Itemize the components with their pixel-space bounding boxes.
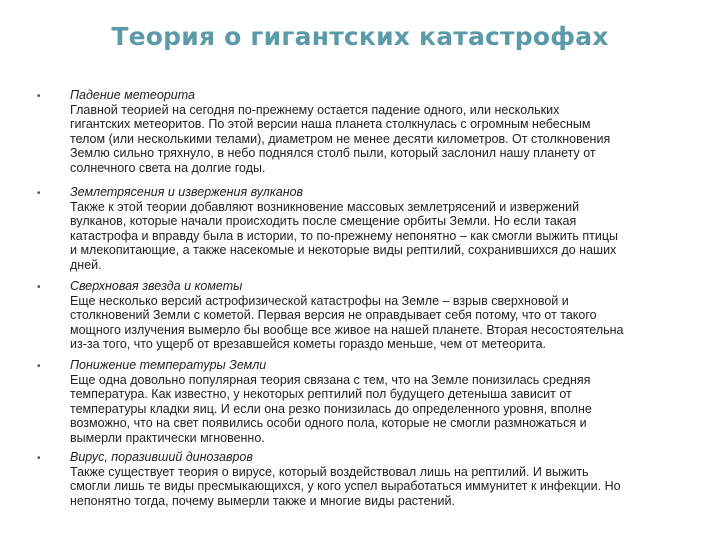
- item-text-line: Главной теорией на сегодня по-прежнему остается падение одного, или нескольких: [70, 102, 560, 117]
- item-text-line: непонятно тогда, почему вымерли также и многие виды растений.: [70, 493, 455, 508]
- item-heading: Землетрясения и извержения вулканов: [70, 185, 304, 199]
- item-text-line: мощного излучения вымерло бы вообще все живое на нашей планете. Вторая несостоятельна: [70, 322, 624, 337]
- item-text-line: температура. Как известно, у некоторых рептилий пол будущего детеныша зависит от: [70, 387, 572, 401]
- item-text-line: солнечного света на долгие годы.: [70, 160, 266, 175]
- item-text-line: и млекопитающие, а также насекомые и некоторые виды рептилий, сохранившихся до наших: [70, 243, 617, 257]
- bullet-icon: •: [37, 188, 41, 199]
- bullet-icon: •: [37, 453, 41, 464]
- item-heading: Сверхновая звезда и кометы: [70, 279, 243, 293]
- item-text-line: возможно, что на свет появились особи одного пола, которые не смогли размножаться и: [70, 416, 587, 430]
- item-text-line: катастрофа и вправду была в истории, то по-прежнему непонятно – как смогли выжить птицы: [70, 228, 619, 243]
- item-text-line: Также к этой теории добавляют возникновение массовых землетрясений и извержений: [70, 199, 580, 214]
- item-text-line: из-за того, что ущерб от врезавшейся кометы гораздо меньше, чем от метеорита.: [70, 337, 547, 351]
- list-item: [37, 279, 690, 352]
- item-text-line: столкновений Земли с кометой. Первая версия не оправдывает себя потому, что от такого: [70, 308, 597, 322]
- bullet-icon: •: [37, 361, 41, 372]
- slide-title: Теория о гигантских катастрофах: [111, 22, 609, 51]
- list-item: [37, 185, 690, 272]
- item-text-line: телом (или несколькими телами), диаметром не менее десяти километров. От столкновения: [70, 131, 611, 146]
- item-text-line: гигантских метеоритов. По этой версии наша планета столкнулась с огромным небесным: [70, 117, 591, 131]
- item-text-line: Также существует теория о вирусе, который воздействовал лишь на рептилий. И выжить: [70, 464, 589, 479]
- item-text-line: температуры кладки яиц. И если она резко понизилась до определенного уровня, вполне: [70, 401, 592, 416]
- item-text-line: вулканов, которые начали происходить после смещение орбиты Земли. Но если такая: [70, 214, 577, 228]
- item-text-line: Еще несколько версий астрофизической катастрофы на Земле – взрыв сверхновой и: [70, 293, 569, 308]
- list-item: [37, 88, 690, 175]
- item-text-line: дней.: [70, 257, 102, 272]
- item-heading: Падение метеорита: [70, 88, 195, 102]
- bullet-icon: •: [37, 91, 41, 102]
- item-text-line: вымерли практически мгновенно.: [70, 430, 265, 445]
- list-item: [37, 358, 690, 445]
- item-heading: Вирус, поразивший динозавров: [70, 450, 253, 464]
- list-item: [37, 450, 690, 508]
- item-text-line: Землю сильно тряхнуло, в небо поднялся столб пыли, который заслонил нашу планету от: [70, 146, 596, 160]
- item-text-line: Еще одна довольно популярная теория связана с тем, что на Земле понизилась средняя: [70, 372, 591, 387]
- bullet-icon: •: [37, 282, 41, 293]
- item-text-line: смогли лишь те виды пресмыкающихся, у кого успел выработаться иммунитет к инфекции. Но: [70, 479, 621, 493]
- item-heading: Понижение температуры Земли: [70, 358, 267, 372]
